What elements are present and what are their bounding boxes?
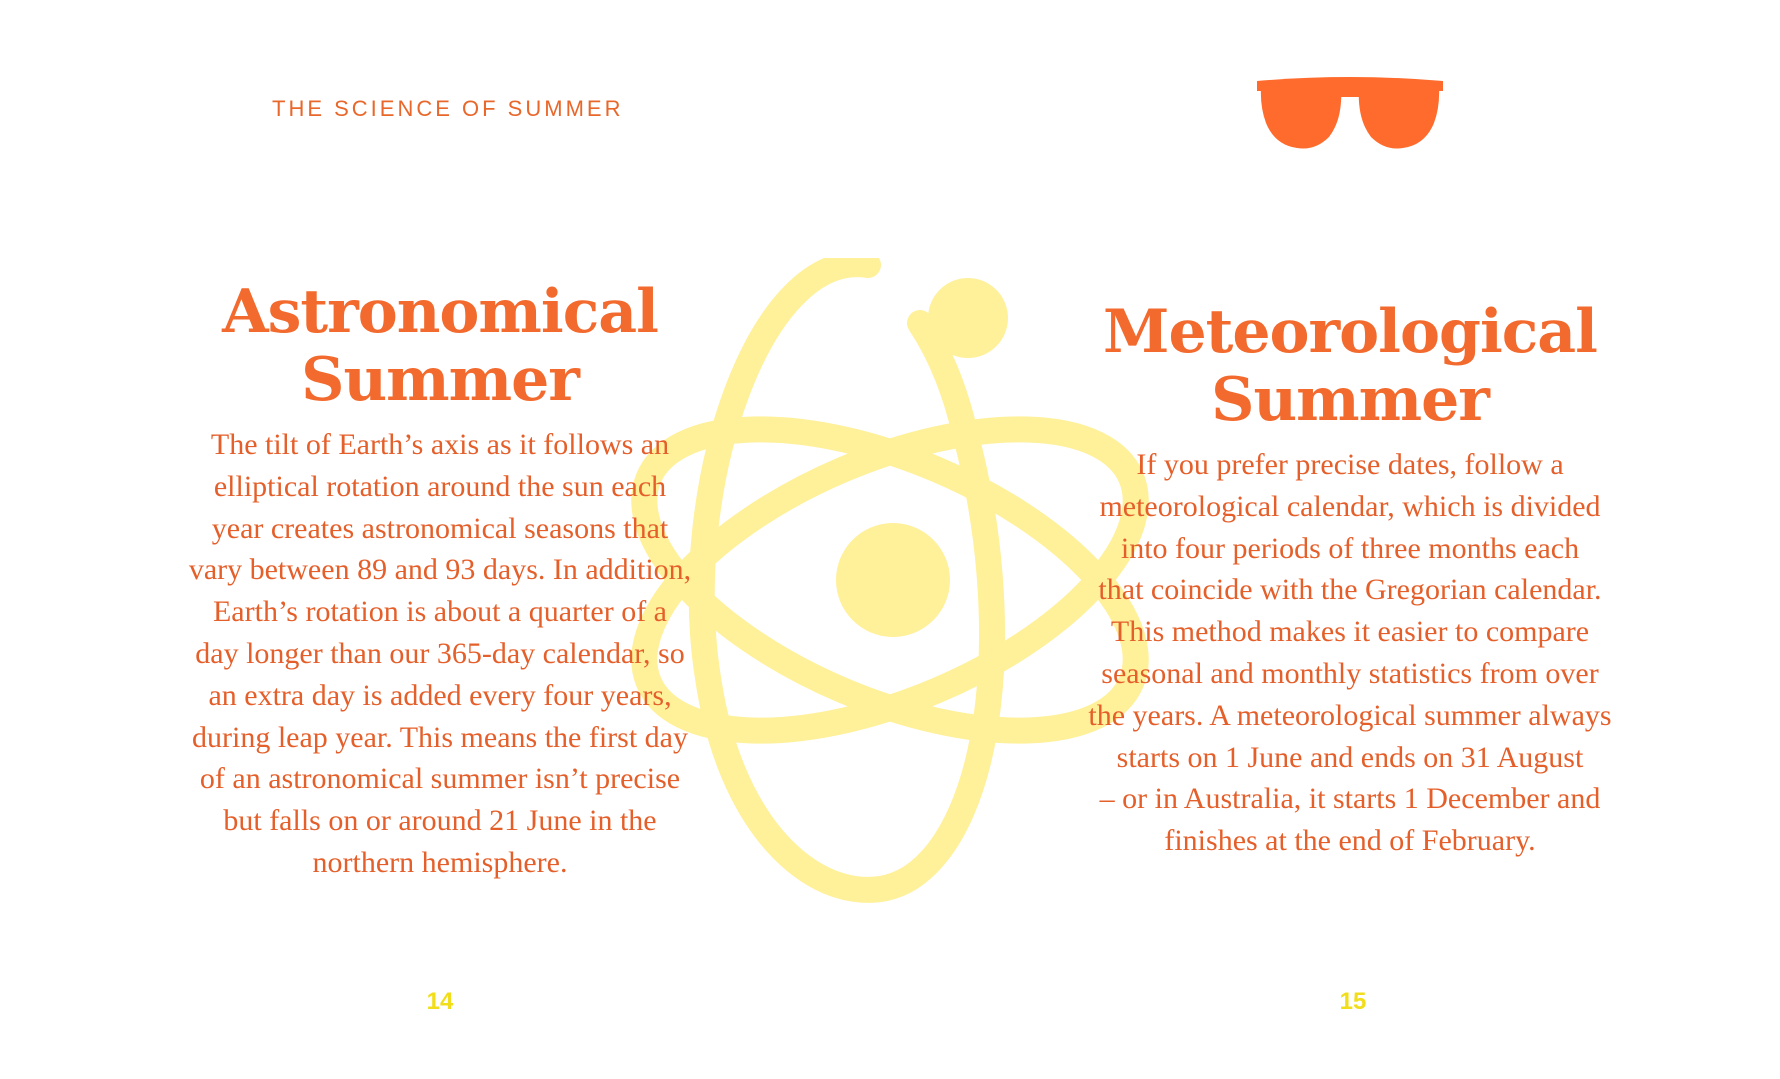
meteorological-summer-heading <box>1045 298 1655 434</box>
body-line: Earth’s rotation is about a quarter of a <box>212 595 667 629</box>
body-line: that coincide with the Gregorian calendar. <box>1098 573 1602 607</box>
body-line: the years. A meteorological summer always <box>1088 698 1612 732</box>
heading-line: Astronomical <box>222 277 658 347</box>
body-line: The tilt of Earth’s axis as it follows an <box>210 428 670 461</box>
heading-line: Meteorological <box>1103 297 1597 367</box>
heading-line: Summer <box>1211 365 1489 435</box>
right-page-column <box>1045 298 1655 862</box>
body-line: finishes at the end of February. <box>1164 824 1536 858</box>
body-line: starts on 1 June and ends on 31 August <box>1116 740 1584 774</box>
body-line: elliptical rotation around the sun each <box>213 469 667 503</box>
sunglasses-icon <box>1257 75 1443 149</box>
heading-line: Summer <box>301 345 579 415</box>
body-line: seasonal and monthly statistics from over <box>1101 656 1599 690</box>
astronomical-summer-heading <box>145 278 735 414</box>
body-line: day longer than our 365-day calendar, so <box>195 636 685 670</box>
body-line: meteorological calendar, which is divided <box>1099 489 1601 523</box>
body-line: into four periods of three months each <box>1120 531 1580 565</box>
body-line: If you prefer precise dates, follow a <box>1136 448 1564 481</box>
body-line: but falls on or around 21 June in the <box>223 804 657 838</box>
running-head: THE SCIENCE OF SUMMER <box>272 96 624 121</box>
body-line: – or in Australia, it starts 1 December and <box>1099 782 1601 816</box>
page-number-right: 15 <box>1339 988 1367 1015</box>
body-line: during leap year. This means the first day <box>192 720 688 754</box>
meteorological-summer-body <box>1045 444 1655 862</box>
body-line: an extra day is added every four years, <box>208 678 672 712</box>
body-line: year creates astronomical seasons that <box>211 511 669 545</box>
left-page-column <box>145 278 735 884</box>
astronomical-summer-body <box>145 424 735 884</box>
body-line: of an astronomical summer isn’t precise <box>199 762 681 796</box>
body-line: northern hemisphere. <box>312 845 568 879</box>
body-line: vary between 89 and 93 days. In addition, <box>188 553 692 587</box>
page-number-left: 14 <box>426 988 454 1015</box>
body-line: This method makes it easier to compare <box>1110 615 1590 649</box>
